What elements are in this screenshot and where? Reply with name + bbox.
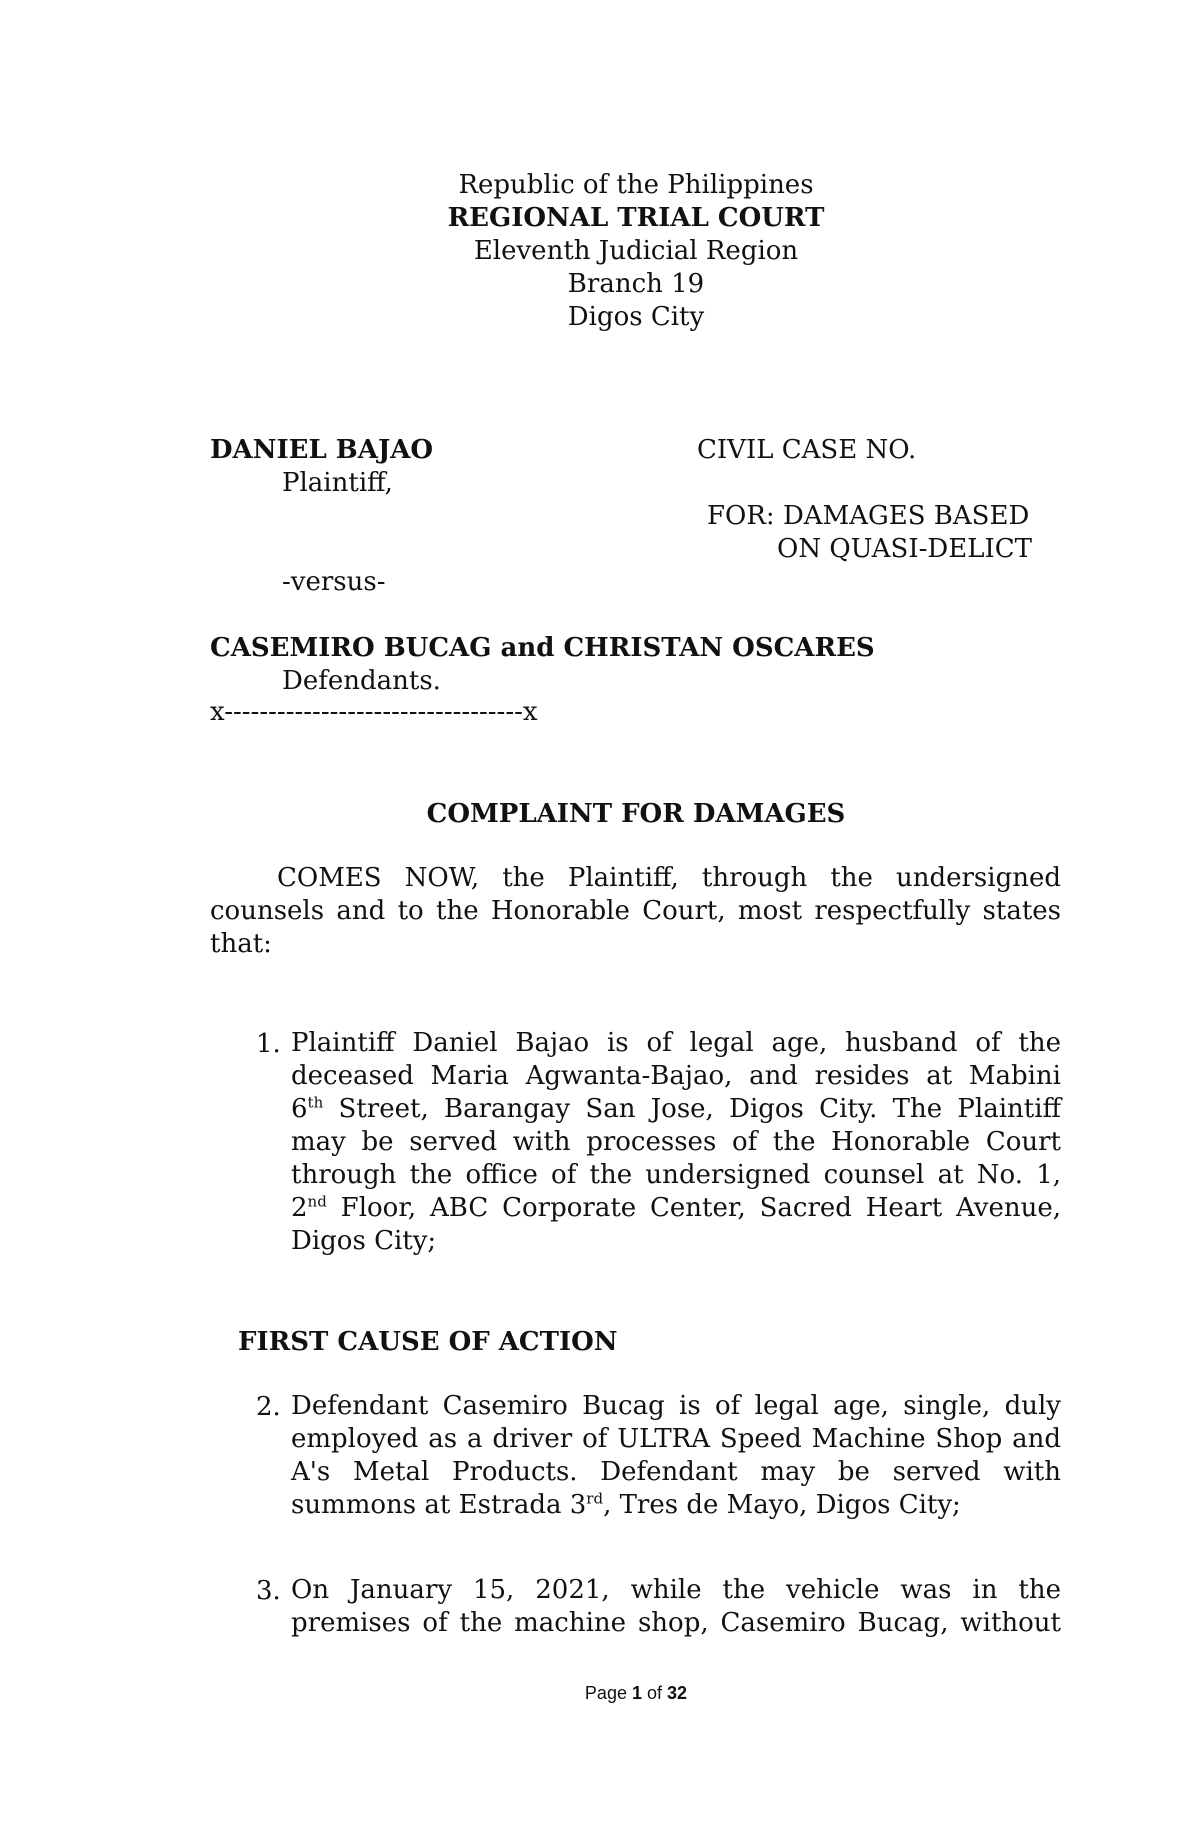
item-line-part: 2 [291,1193,308,1223]
item-3-text [291,1575,1061,1641]
header-branch: Branch 19 [567,269,705,299]
document-title: COMPLAINT FOR DAMAGES [426,799,846,829]
civil-case-no: CIVIL CASE NO. [697,435,917,465]
item-line-part: summons at Estrada 3 [291,1490,587,1520]
case-nature-line2: ON QUASI-DELICT [777,534,1032,564]
page-footer [0,1683,1200,1704]
item-number: 3. [256,1576,281,1606]
header-city: Digos City [567,302,705,332]
item-line: deceased Maria Agwanta-Bajao, and resides at Mabini [291,1061,1061,1091]
item-line-part: Street, Barangay San Jose, Digos City. The Plaintiff [323,1094,1061,1124]
item-line [291,1094,1061,1127]
footer-page-total: 32 [667,1683,688,1703]
plaintiff-role: Plaintiff, [282,468,393,498]
versus-label: -versus- [282,567,386,597]
intro-line: that: [210,929,272,959]
header-region: Eleventh Judicial Region [473,236,799,266]
item-line: Plaintiff Daniel Bajao is of legal age, husband of the [291,1028,1061,1058]
plaintiff-name: DANIEL BAJAO [210,435,434,465]
footer-of-word: of [647,1683,663,1703]
footer-page-number: 1 [631,1683,642,1703]
item-line-part: , Tres de Mayo, Digos City; [603,1490,961,1520]
defendants-role: Defendants. [282,666,441,696]
item-line-part: 6 [291,1094,308,1124]
item-2-text [291,1391,1061,1523]
item-line: employed as a driver of ULTRA Speed Machine Shop and [291,1424,1061,1454]
item-line: premises of the machine shop, Casemiro Bucag, without [291,1608,1061,1638]
item-line-part: Floor, ABC Corporate Center, Sacred Heart Avenue, [326,1193,1061,1223]
item-line: A's Metal Products. Defendant may be served with [291,1457,1061,1487]
footer-page-word: Page [584,1683,627,1703]
case-nature-line1: FOR: DAMAGES BASED [707,501,1030,531]
item-line: through the office of the undersigned counsel at No. 1, [291,1160,1061,1190]
item-number: 1. [256,1029,281,1059]
header-republic: Republic of the Philippines [458,170,814,200]
defendants-names: CASEMIRO BUCAG and CHRISTAN OSCARES [210,633,875,663]
item-line: On January 15, 2021, while the vehicle was in the [291,1575,1061,1605]
item-line: Digos City; [291,1226,437,1256]
caption-separator: x----------------------------------x [210,697,538,727]
superscript: th [307,1093,324,1112]
item-line: Defendant Casemiro Bucag is of legal age, single, duly [291,1391,1061,1421]
intro-paragraph [210,862,1061,961]
item-1-text [291,1028,1061,1259]
item-line [291,1193,1061,1226]
intro-line: counsels and to the Honorable Court, most respectfully states [210,896,1061,926]
superscript: rd [586,1489,604,1508]
header-court: REGIONAL TRIAL COURT [447,203,825,233]
section-heading: FIRST CAUSE OF ACTION [238,1327,618,1357]
item-number: 2. [256,1392,281,1422]
intro-line: COMES NOW, the Plaintiff, through the undersigned [277,863,1061,893]
item-line: may be served with processes of the Honorable Court [291,1127,1061,1157]
superscript: nd [307,1192,327,1211]
item-line [291,1490,1061,1523]
